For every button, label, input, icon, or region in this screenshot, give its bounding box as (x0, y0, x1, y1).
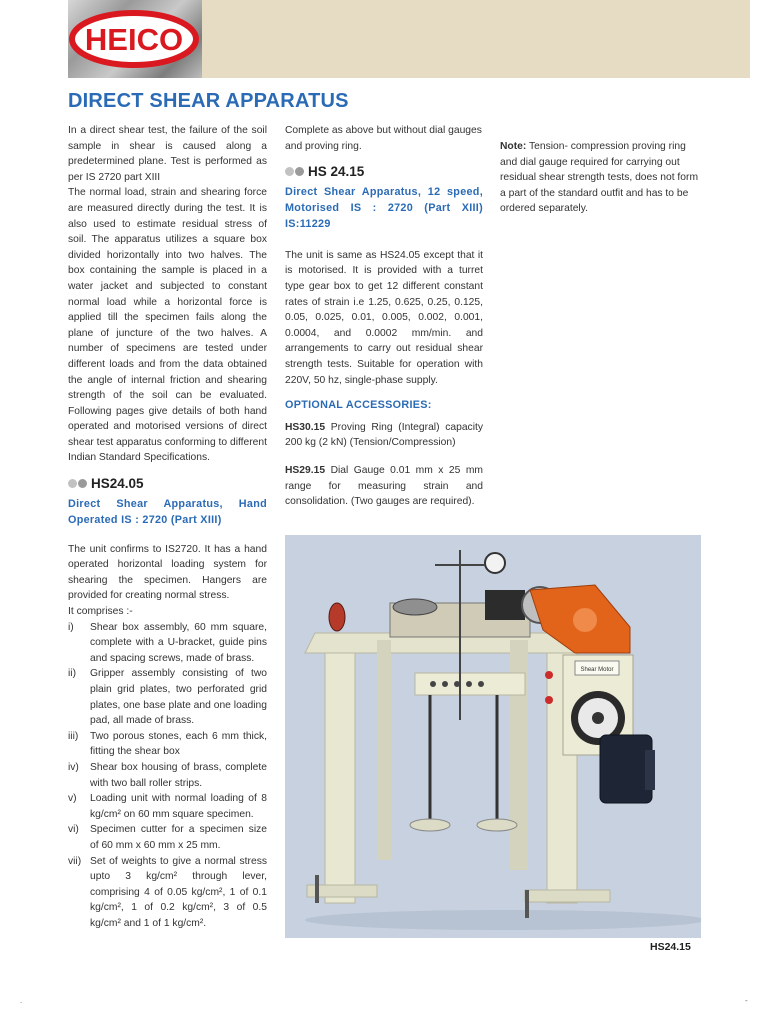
intro-paragraph-2: The normal load, strain and shearing force are measured directly during the test. It is also used to estimate residual stress of soil. The apparatus utilizes a square box divided horizontally into two halves. The box containing the sample is placed in a water jacket and subjected to constant normal load while a horizontal force is applied till the specimen fails along the plane of juncture of the two halves. A number of specimens are tested under different loads and from the data obtained the angle of internal friction and shearing strength of the soil can be evaluated. Following pages give details of both hand operated and motorised versions of direct shear test apparatus conforming to different Indian Standard Specifications. (68, 187, 267, 464)
lead-text: Complete as above but without dial gauges and proving ring. (285, 125, 482, 152)
list-item: iii) Two porous stones, each 6 mm thick, fitting the shear box (68, 730, 267, 758)
list-item: iv) Shear box housing of brass, complete with two ball roller strips. (68, 761, 267, 789)
product-photo (285, 535, 701, 938)
list-item: v) Loading unit with normal loading of 8 kg/cm² on 60 mm square specimen. (68, 793, 267, 820)
product-name: Direct Shear Apparatus, Hand Operated IS : 2720 (Part XIII) (68, 497, 267, 526)
comprises-label: It comprises :- (68, 606, 133, 618)
list-item: vii) Set of weights to give a normal stress upto 3 kg/cm² through lever, comprising 4 of 0.05 kg/cm², 1 of 0.1 kg/cm², 1 of 0.2 kg/cm², 3 of 0.5 kg/cm² and 1 of 1 kg/cm². (68, 855, 267, 929)
photo-caption: HS24.15 (650, 941, 691, 953)
footer-mark-right: - (745, 996, 748, 1005)
product-description: The unit is same as HS24.05 except that it is motorised. It is provided with a turret type gear box to get 12 different constant rates of strain i.e 1.25, 0.625, 0.25, 0.125, 0.05, 0.025, 0.01, 0.005, 0.002, 0.001, 0.0004, and 0.0002 mm/min. and arrangements to carry out residual shear strength tests. Suitable for operation with 220V, 50 hz, single-phase supply. (285, 249, 483, 386)
accessory-item: HS30.15 Proving Ring (Integral) capacity 200 kg (2 kN) (Tension/Compression) (285, 421, 483, 449)
accessories-heading: OPTIONAL ACCESSORIES: (285, 399, 432, 412)
bullet-dots-icon (285, 167, 304, 176)
note-text: Tension- compression proving ring and dial gauge required for carrying out residual shear strength tests, does not form a part of the standard outfit and has to be ordered separately. (500, 141, 699, 215)
product-heading-hs2415 (285, 164, 483, 180)
product-code: HS24.05 (91, 476, 144, 492)
product-name: Direct Shear Apparatus, 12 speed, Motorised IS : 2720 (Part XIII) IS:11229 (285, 185, 483, 230)
intro-paragraph: In a direct shear test, the failure of the soil sample in shear is caused along a predetermined plane. Test is performed as per IS 2720 part XIII (68, 125, 267, 183)
product-heading-hs2405 (68, 476, 267, 492)
bullet-dots-icon (68, 479, 87, 488)
column-1 (68, 123, 267, 932)
column-3 (500, 139, 701, 217)
list-item: vi) Specimen cutter for a specimen size of 60 mm x 60 mm x 25 mm. (68, 824, 267, 851)
shear-apparatus-illustration (285, 535, 701, 938)
motor-plate-label: Shear Motor (580, 667, 614, 673)
logo-text: HEICO (84, 22, 184, 57)
list-item: i) Shear box assembly, 60 mm square, complete with a U-bracket, guide pins and spacing screws, made of brass. (68, 621, 267, 664)
list-item: ii) Gripper assembly consisting of two plain grid plates, two perforated grid plates, one base plate and one loading pad, all made of brass. (68, 668, 267, 727)
accessory-item: HS29.15 Dial Gauge 0.01 mm x 25 mm range for measuring strain and consolidation. (Two gauges are required). (285, 464, 483, 508)
page-title: DIRECT SHEAR APPARATUS (68, 90, 349, 112)
footer-mark-left: . (20, 996, 23, 1005)
product-description: The unit confirms to IS2720. It has a hand operated horizontal loading system for shearing the specimen. Hangers are provided for creating normal stress. (68, 543, 267, 602)
header-band (202, 0, 750, 78)
product-code: HS 24.15 (308, 164, 365, 180)
note-paragraph (500, 139, 701, 217)
components-list (68, 620, 267, 932)
heico-logo (0, 0, 202, 78)
column-2 (285, 123, 483, 510)
note-label: Note: (500, 141, 527, 152)
